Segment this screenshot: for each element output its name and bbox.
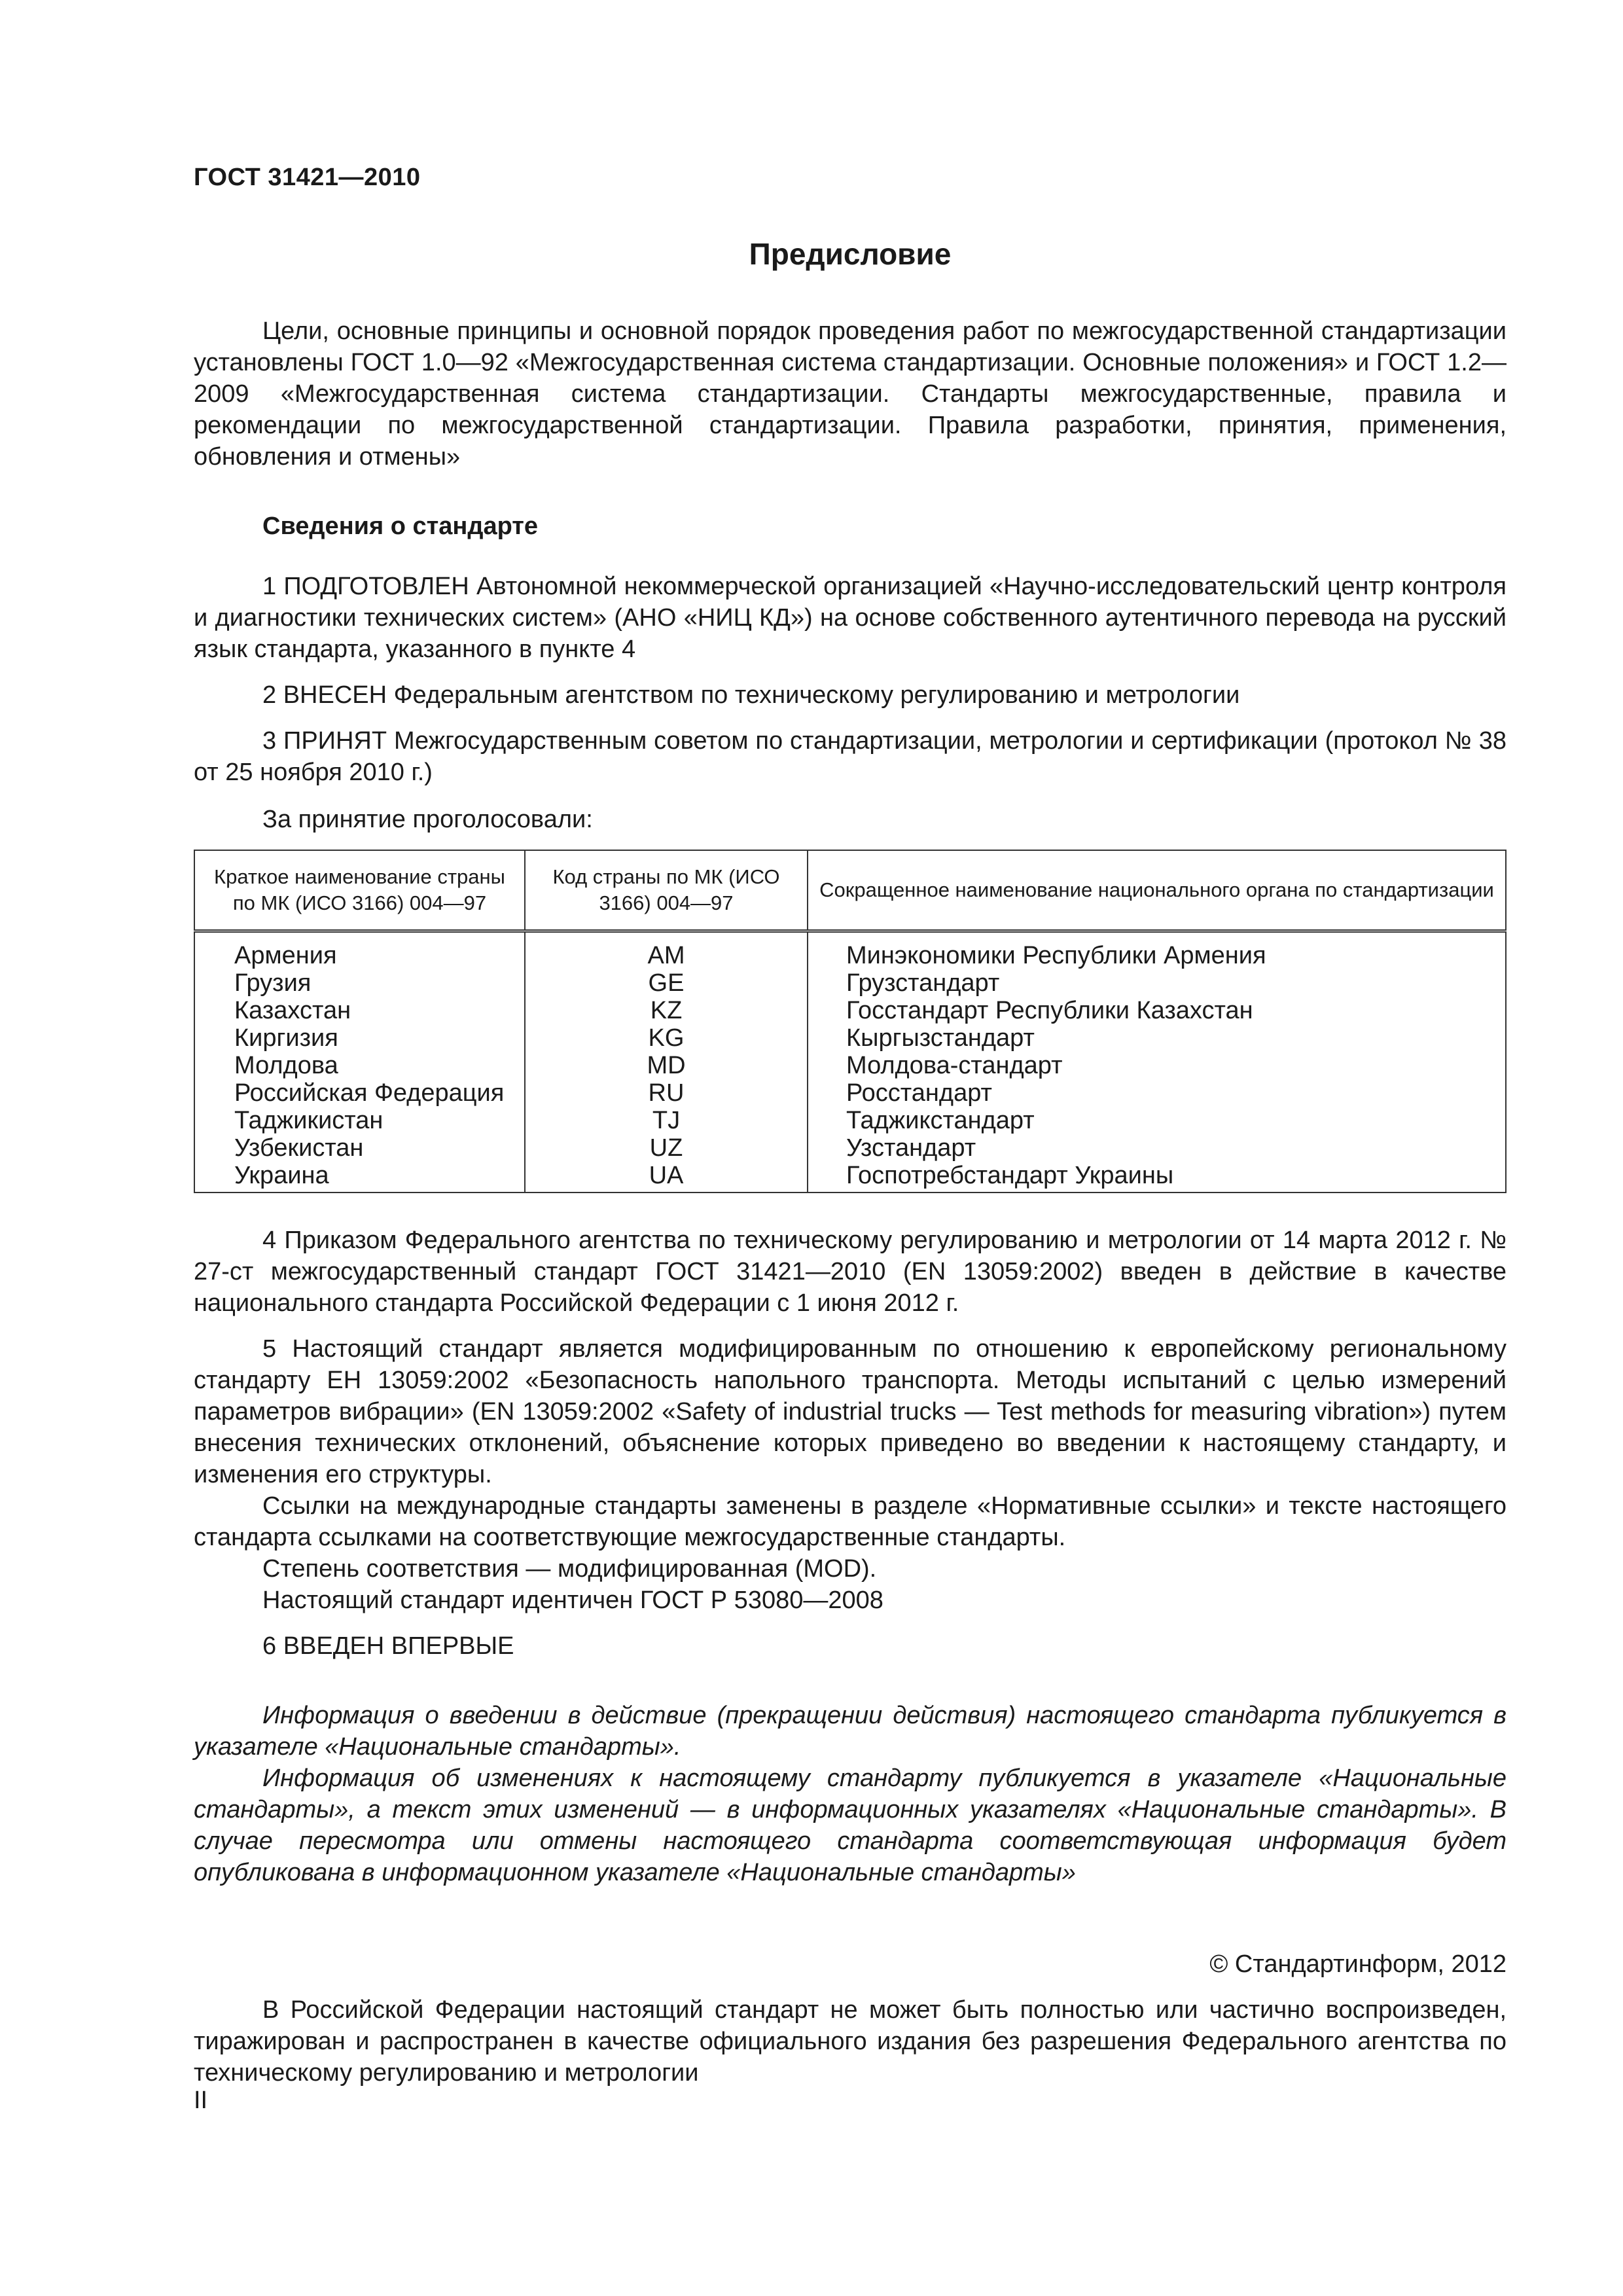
table-row — [194, 997, 1506, 1024]
notice-changes: Информация об изменениях к настоящему стандарту публикуется в указателе «Национальные стандарты», а текст этих изменений — в информационных указателях «Национальные стандарты». В случае пересмотра или отмены настоящего стандарта соответствующая информация будет опубликована в информационном указателе «Национальные стандарты» — [194, 1765, 1507, 1886]
table-row — [194, 1079, 1506, 1107]
country-name: Грузия — [194, 969, 525, 997]
country-name: Украина — [194, 1162, 525, 1193]
page-title: Предисловие — [749, 237, 952, 271]
item-1-paragraph: 1 ПОДГОТОВЛЕН Автономной некоммерческой организацией «Научно-исследовательский центр контроля и диагностики технических систем» (АНО «НИЦ КД») на основе собственного аутентичного перевода на русский язык стандарта, указанного в пункте 4 — [194, 573, 1507, 663]
country-name: Молдова — [194, 1052, 525, 1079]
table-header-row — [194, 850, 1506, 931]
notice-introduction: Информация о введении в действие (прекращении действия) настоящего стандарта публикуется в указателе «Национальные стандарты». — [194, 1702, 1507, 1761]
item-6-paragraph: 6 ВВЕДЕН ВПЕРВЫЕ — [262, 1632, 514, 1660]
country-name: Российская Федерация — [194, 1079, 525, 1107]
item-3-paragraph: 3 ПРИНЯТ Межгосударственным советом по стандартизации, метрологии и сертификации (протокол № 38 от 25 ноября 2010 г.) — [194, 727, 1507, 786]
publication-notices — [194, 1700, 1507, 1888]
standards-body: Таджикстандарт — [808, 1107, 1506, 1134]
country-code: MD — [525, 1052, 808, 1079]
table-row — [194, 1024, 1506, 1052]
header-standards-body: Сокращенное наименование национального органа по стандартизации — [808, 850, 1506, 931]
standards-body: Кыргызстандарт — [808, 1024, 1506, 1052]
table-row — [194, 969, 1506, 997]
standards-body: Госстандарт Республики Казахстан — [808, 997, 1506, 1024]
country-code: UA — [525, 1162, 808, 1193]
page-number: II — [194, 2087, 208, 2114]
item-5-identical: Настоящий стандарт идентичен ГОСТ Р 53080—2008 — [262, 1587, 883, 1614]
standards-body: Минэкономики Республики Армения — [808, 931, 1506, 970]
country-code: UZ — [525, 1134, 808, 1162]
country-name: Узбекистан — [194, 1134, 525, 1162]
info-heading: Сведения о стандарте — [262, 512, 539, 540]
reproduction-notice: В Российской Федерации настоящий стандарт не может быть полностью или частично воспроизведен, тиражирован и распространен в качестве официального издания без разрешения Федерального агентства по техническому регулированию и метрологии — [194, 1996, 1507, 2087]
item-2-paragraph: 2 ВНЕСЕН Федеральным агентством по техническому регулированию и метрологии — [262, 681, 1240, 709]
item-5-references: Ссылки на международные стандарты заменены в разделе «Нормативные ссылки» и тексте настоящего стандарта ссылками на соответствующие межгосударственные стандарты. — [194, 1492, 1507, 1551]
page-content — [194, 236, 1507, 2089]
table-row — [194, 1162, 1506, 1193]
document-code: ГОСТ 31421—2010 — [194, 164, 421, 191]
standards-body: Грузстандарт — [808, 969, 1506, 997]
item-5-degree: Степень соответствия — модифицированная (MOD). — [262, 1555, 877, 1583]
standards-body: Росстандарт — [808, 1079, 1506, 1107]
country-code: KZ — [525, 997, 808, 1024]
member-states-table — [194, 850, 1507, 1193]
header-country-code: Код страны по МК (ИСО 3166) 004—97 — [525, 850, 808, 931]
table-row — [194, 931, 1506, 970]
standards-body: Госпотребстандарт Украины — [808, 1162, 1506, 1193]
country-code: RU — [525, 1079, 808, 1107]
table-row — [194, 1052, 1506, 1079]
header-country-name: Краткое наименование страны по МК (ИСО 3166) 004—97 — [194, 850, 525, 931]
copyright: © Стандартинформ, 2012 — [1209, 1950, 1507, 1978]
table-row — [194, 1134, 1506, 1162]
item-4-paragraph: 4 Приказом Федерального агентства по техническому регулированию и метрологии от 14 марта 2012 г. № 27-ст межгосударственный стандарт ГОСТ 31421—2010 (EN 13059:2002) введен в действие в качестве национального стандарта Российской Федерации с 1 июня 2012 г. — [194, 1227, 1507, 1317]
country-code: KG — [525, 1024, 808, 1052]
country-name: Таджикистан — [194, 1107, 525, 1134]
table-row — [194, 1107, 1506, 1134]
country-name: Киргизия — [194, 1024, 525, 1052]
country-code: TJ — [525, 1107, 808, 1134]
country-name: Армения — [194, 931, 525, 970]
country-code: AM — [525, 931, 808, 970]
country-name: Казахстан — [194, 997, 525, 1024]
standards-body: Узстандарт — [808, 1134, 1506, 1162]
item-5-paragraph: 5 Настоящий стандарт является модифицированным по отношению к европейскому региональному стандарту ЕН 13059:2002 «Безопасность напольного транспорта. Методы испытаний с целью измерений параметров вибрации» (EN 13059:2002 «Safety of industrial trucks — Test methods for measuring vibration») путем внесения технических отклонений, объяснение которых приведено во введении к настоящему стандарту, и изменения его структуры. — [194, 1335, 1507, 1488]
vote-label: За принятие проголосовали: — [262, 806, 593, 833]
country-code: GE — [525, 969, 808, 997]
standards-body: Молдова-стандарт — [808, 1052, 1506, 1079]
intro-paragraph: Цели, основные принципы и основной порядок проведения работ по межгосударственной стандартизации установлены ГОСТ 1.0—92 «Межгосударственная система стандартизации. Основные положения» и ГОСТ 1.2—2009 «Межгосударственная система стандартизации. Стандарты межгосударственные, правила и рекомендации по межгосударственной стандартизации. Правила разработки, принятия, применения, обновления и отмены» — [194, 317, 1507, 471]
